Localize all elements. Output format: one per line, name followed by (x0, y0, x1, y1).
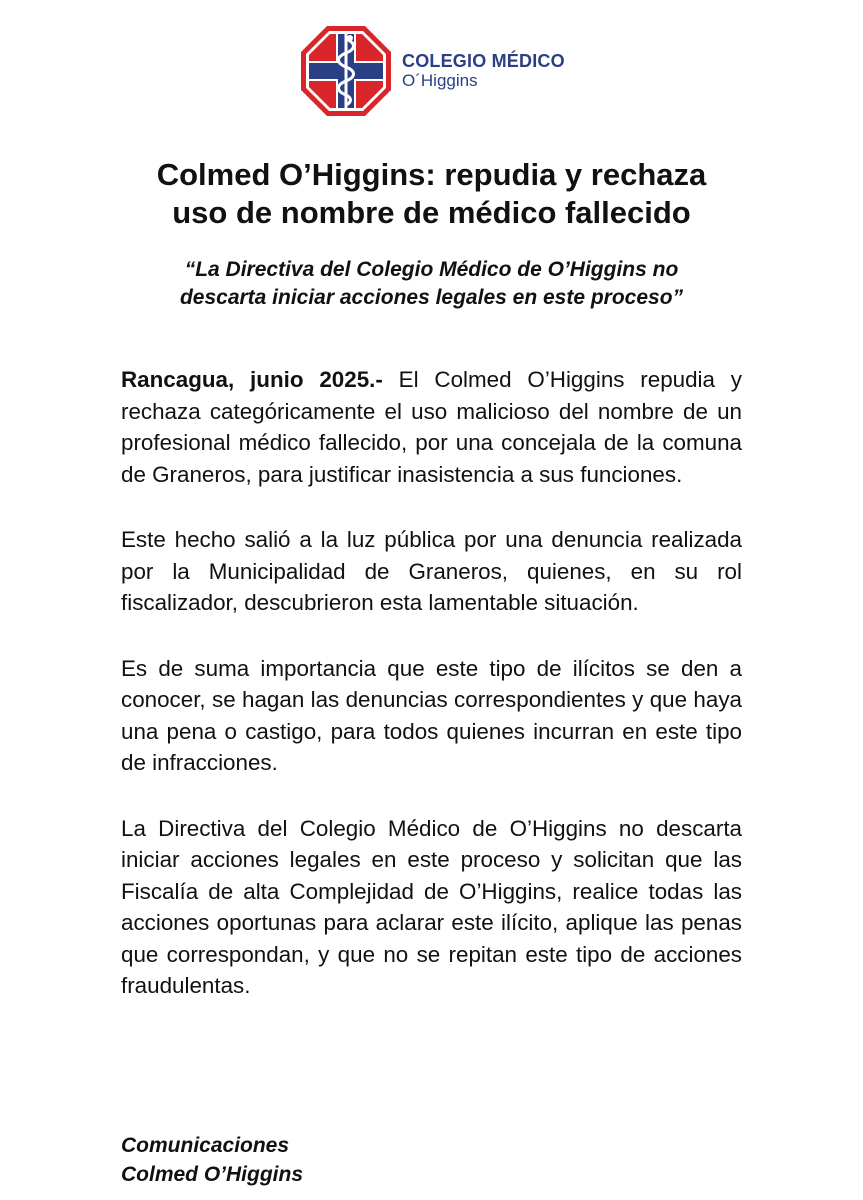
paragraph-3: Es de suma importancia que este tipo de ilícitos se den a conocer, se hagan las denuncias correspondientes y que haya una pena o castigo, para todos quienes incurran en este tipo de infracciones. (121, 655, 742, 775)
signature-line-2: Colmed O’Higgins (121, 1163, 304, 1186)
paragraph-2: Este hecho salió a la luz pública por una denuncia realizada por la Municipalidad de Graneros, quienes, en su rol fiscalizador, descubrieron esta lamentable situación. (121, 527, 742, 615)
subtitle-line-1: “La Directiva del Colegio Médico de O’Higgins no (184, 258, 679, 281)
paragraph-1 (121, 364, 742, 490)
dateline: Rancagua, junio 2025.- (121, 367, 383, 392)
press-release-body (121, 364, 742, 1036)
caduceus-cross-emblem-icon (300, 25, 392, 117)
logo-name-line2: O´Higgins (402, 71, 478, 90)
logo-name-line1: COLEGIO MÉDICO (402, 51, 565, 71)
title-line-2: uso de nombre de médico fallecido (172, 195, 691, 230)
logo-wordmark (402, 51, 565, 91)
signature-line-1: Comunicaciones (121, 1134, 290, 1157)
paragraph-4: La Directiva del Colegio Médico de O’Higgins no descarta iniciar acciones legales en este proceso y solicitan que las Fiscalía de alta Complejidad de O’Higgins, realice todas las acciones oportunas para aclarar este ilícito, aplique las penas que correspondan, y que no se repitan este tipo de acciones fraudulentas. (121, 815, 742, 998)
signature-block (121, 1131, 303, 1189)
subtitle-line-2: descarta iniciar acciones legales en este proceso” (179, 286, 684, 309)
colegio-medico-logo (300, 25, 565, 117)
title-line-1: Colmed O’Higgins: repudia y rechaza (156, 157, 707, 192)
page-title (60, 156, 803, 232)
paragraph-1-text: El Colmed O’Higgins repudia y rechaza categóricamente el uso malicioso del nombre de un profesional médico fallecido, por una concejala de la comuna de Graneros, para justificar inasistencia a sus funciones. (121, 367, 743, 487)
page-subtitle-quote (80, 256, 783, 312)
